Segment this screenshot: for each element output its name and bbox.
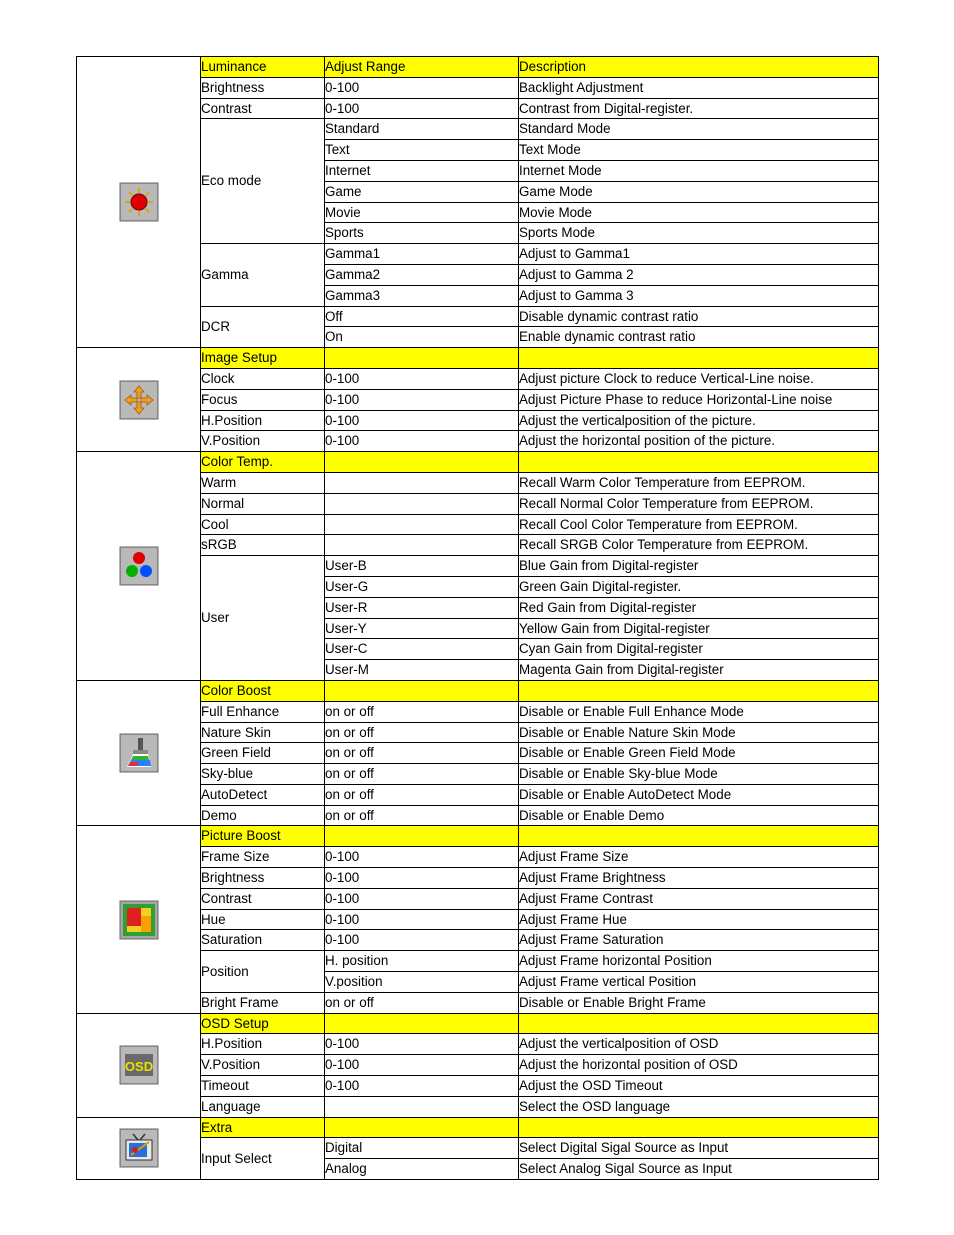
item-name: Contrast	[201, 888, 325, 909]
description-header	[519, 680, 879, 701]
item-description: Adjust the horizontal position of OSD	[519, 1055, 879, 1076]
item-description: Contrast from Digital-register.	[519, 98, 879, 119]
section-title: Luminance	[201, 57, 325, 78]
adjust-range: Gamma3	[325, 285, 519, 306]
adjust-range: 0-100	[325, 410, 519, 431]
item-name: Hue	[201, 909, 325, 930]
item-description: Adjust the verticalposition of OSD	[519, 1034, 879, 1055]
item-description: Adjust Frame horizontal Position	[519, 951, 879, 972]
adjust-range: on or off	[325, 805, 519, 826]
adjust-range-header	[325, 452, 519, 473]
item-description: Adjust to Gamma1	[519, 244, 879, 265]
picture-boost-frame-icon	[119, 900, 159, 940]
item-name: Green Field	[201, 743, 325, 764]
adjust-range: on or off	[325, 764, 519, 785]
section-icon-cell	[77, 826, 201, 1013]
item-name: Warm	[201, 472, 325, 493]
item-name: User	[201, 556, 325, 681]
section-header-row	[77, 1117, 879, 1138]
description-header	[519, 1117, 879, 1138]
item-description: Adjust the OSD Timeout	[519, 1076, 879, 1097]
adjust-range: 0-100	[325, 389, 519, 410]
item-description: Select Analog Sigal Source as Input	[519, 1159, 879, 1180]
adjust-range	[325, 493, 519, 514]
adjust-range: Standard	[325, 119, 519, 140]
item-description: Adjust Frame Brightness	[519, 868, 879, 889]
adjust-range: Gamma1	[325, 244, 519, 265]
adjust-range: on or off	[325, 722, 519, 743]
adjust-range: 0-100	[325, 868, 519, 889]
item-description: Recall Normal Color Temperature from EEPROM.	[519, 493, 879, 514]
item-name: Normal	[201, 493, 325, 514]
item-description: Recall Warm Color Temperature from EEPROM.	[519, 472, 879, 493]
item-name: sRGB	[201, 535, 325, 556]
item-name: Demo	[201, 805, 325, 826]
brightness-sun-icon	[119, 182, 159, 222]
section-icon-cell	[77, 1117, 201, 1179]
item-description: Adjust to Gamma 2	[519, 264, 879, 285]
section-icon-cell	[77, 348, 201, 452]
adjust-range: Internet	[325, 160, 519, 181]
adjust-range: 0-100	[325, 431, 519, 452]
item-name: Clock	[201, 368, 325, 389]
item-description: Select Digital Sigal Source as Input	[519, 1138, 879, 1159]
item-name: Nature Skin	[201, 722, 325, 743]
item-description: Adjust Frame Contrast	[519, 888, 879, 909]
description-header	[519, 826, 879, 847]
adjust-range: Text	[325, 140, 519, 161]
adjust-range: User-B	[325, 556, 519, 577]
section-icon-cell	[77, 680, 201, 826]
item-description: Disable or Enable Bright Frame	[519, 992, 879, 1013]
adjust-range: User-Y	[325, 618, 519, 639]
color-temp-dots-icon	[119, 546, 159, 586]
adjust-range	[325, 535, 519, 556]
adjust-range: User-C	[325, 639, 519, 660]
adjust-range: User-R	[325, 597, 519, 618]
item-description: Disable or Enable Sky-blue Mode	[519, 764, 879, 785]
adjust-range	[325, 514, 519, 535]
section-header-row	[77, 1013, 879, 1034]
image-setup-arrows-icon	[119, 380, 159, 420]
section-title: OSD Setup	[201, 1013, 325, 1034]
adjust-range: on or off	[325, 701, 519, 722]
adjust-range: 0-100	[325, 1076, 519, 1097]
color-boost-brush-icon	[119, 733, 159, 773]
adjust-range: Game	[325, 181, 519, 202]
item-description: Green Gain Digital-register.	[519, 576, 879, 597]
item-description: Disable or Enable Full Enhance Mode	[519, 701, 879, 722]
item-name: AutoDetect	[201, 784, 325, 805]
adjust-range: Analog	[325, 1159, 519, 1180]
item-name: Gamma	[201, 244, 325, 306]
item-name: Eco mode	[201, 119, 325, 244]
adjust-range: 0-100	[325, 77, 519, 98]
item-name: Language	[201, 1096, 325, 1117]
section-header-row	[77, 452, 879, 473]
item-description: Backlight Adjustment	[519, 77, 879, 98]
section-icon-cell	[77, 57, 201, 348]
item-description: Adjust the horizontal position of the picture.	[519, 431, 879, 452]
section-title: Picture Boost	[201, 826, 325, 847]
item-description: Yellow Gain from Digital-register	[519, 618, 879, 639]
adjust-range: H. position	[325, 951, 519, 972]
item-description: Text Mode	[519, 140, 879, 161]
section-header-row	[77, 680, 879, 701]
adjust-range	[325, 472, 519, 493]
section-icon-cell	[77, 1013, 201, 1117]
section-title: Image Setup	[201, 348, 325, 369]
item-description: Adjust Picture Phase to reduce Horizontal-Line noise	[519, 389, 879, 410]
item-name: Position	[201, 951, 325, 993]
adjust-range: 0-100	[325, 909, 519, 930]
adjust-range: V.position	[325, 972, 519, 993]
item-description: Adjust Frame Size	[519, 847, 879, 868]
adjust-range: 0-100	[325, 930, 519, 951]
adjust-range: 0-100	[325, 1034, 519, 1055]
adjust-range: on or off	[325, 992, 519, 1013]
adjust-range: Gamma2	[325, 264, 519, 285]
item-description: Adjust Frame Hue	[519, 909, 879, 930]
item-description: Cyan Gain from Digital-register	[519, 639, 879, 660]
item-description: Magenta Gain from Digital-register	[519, 660, 879, 681]
adjust-range: 0-100	[325, 98, 519, 119]
adjust-range: on or off	[325, 784, 519, 805]
item-description: Adjust the verticalposition of the picture.	[519, 410, 879, 431]
item-description: Disable or Enable Nature Skin Mode	[519, 722, 879, 743]
item-description: Adjust Frame vertical Position	[519, 972, 879, 993]
adjust-range-header: Adjust Range	[325, 57, 519, 78]
item-description: Select the OSD language	[519, 1096, 879, 1117]
item-description: Adjust to Gamma 3	[519, 285, 879, 306]
adjust-range: Off	[325, 306, 519, 327]
section-title: Color Boost	[201, 680, 325, 701]
item-description: Disable or Enable Demo	[519, 805, 879, 826]
adjust-range	[325, 1096, 519, 1117]
item-description: Adjust picture Clock to reduce Vertical-Line noise.	[519, 368, 879, 389]
adjust-range-header	[325, 680, 519, 701]
adjust-range: User-M	[325, 660, 519, 681]
item-name: H.Position	[201, 410, 325, 431]
description-header	[519, 1013, 879, 1034]
section-icon-cell	[77, 452, 201, 681]
adjust-range: User-G	[325, 576, 519, 597]
item-description: Internet Mode	[519, 160, 879, 181]
item-description: Movie Mode	[519, 202, 879, 223]
adjust-range: 0-100	[325, 368, 519, 389]
item-name: V.Position	[201, 431, 325, 452]
osd-menu-body	[77, 57, 879, 1180]
item-description: Disable dynamic contrast ratio	[519, 306, 879, 327]
item-name: Contrast	[201, 98, 325, 119]
item-name: Brightness	[201, 77, 325, 98]
item-description: Standard Mode	[519, 119, 879, 140]
adjust-range: Sports	[325, 223, 519, 244]
item-name: Cool	[201, 514, 325, 535]
adjust-range: 0-100	[325, 888, 519, 909]
description-header: Description	[519, 57, 879, 78]
item-description: Enable dynamic contrast ratio	[519, 327, 879, 348]
item-description: Disable or Enable AutoDetect Mode	[519, 784, 879, 805]
adjust-range: 0-100	[325, 847, 519, 868]
section-header-row	[77, 57, 879, 78]
adjust-range-header	[325, 1117, 519, 1138]
description-header	[519, 452, 879, 473]
item-description: Disable or Enable Green Field Mode	[519, 743, 879, 764]
adjust-range-header	[325, 826, 519, 847]
item-name: V.Position	[201, 1055, 325, 1076]
item-name: H.Position	[201, 1034, 325, 1055]
item-name: Bright Frame	[201, 992, 325, 1013]
item-name: Focus	[201, 389, 325, 410]
section-title: Color Temp.	[201, 452, 325, 473]
osd-menu-table	[76, 56, 879, 1180]
item-name: Saturation	[201, 930, 325, 951]
item-description: Recall Cool Color Temperature from EEPROM.	[519, 514, 879, 535]
adjust-range: Movie	[325, 202, 519, 223]
section-title: Extra	[201, 1117, 325, 1138]
adjust-range: on or off	[325, 743, 519, 764]
item-name: Full Enhance	[201, 701, 325, 722]
item-description: Adjust Frame Saturation	[519, 930, 879, 951]
item-description: Sports Mode	[519, 223, 879, 244]
svg-text:OSD: OSD	[124, 1059, 153, 1075]
item-description: Recall SRGB Color Temperature from EEPROM.	[519, 535, 879, 556]
adjust-range: On	[325, 327, 519, 348]
item-name: Brightness	[201, 868, 325, 889]
section-header-row	[77, 826, 879, 847]
item-description: Blue Gain from Digital-register	[519, 556, 879, 577]
item-name: DCR	[201, 306, 325, 348]
item-description: Red Gain from Digital-register	[519, 597, 879, 618]
item-name: Frame Size	[201, 847, 325, 868]
section-header-row	[77, 348, 879, 369]
description-header	[519, 348, 879, 369]
item-name: Sky-blue	[201, 764, 325, 785]
item-description: Game Mode	[519, 181, 879, 202]
osd-setup-icon	[119, 1045, 159, 1085]
adjust-range: Digital	[325, 1138, 519, 1159]
adjust-range-header	[325, 1013, 519, 1034]
item-name: Timeout	[201, 1076, 325, 1097]
item-name: Input Select	[201, 1138, 325, 1180]
adjust-range: 0-100	[325, 1055, 519, 1076]
extra-input-tv-icon	[119, 1128, 159, 1168]
adjust-range-header	[325, 348, 519, 369]
